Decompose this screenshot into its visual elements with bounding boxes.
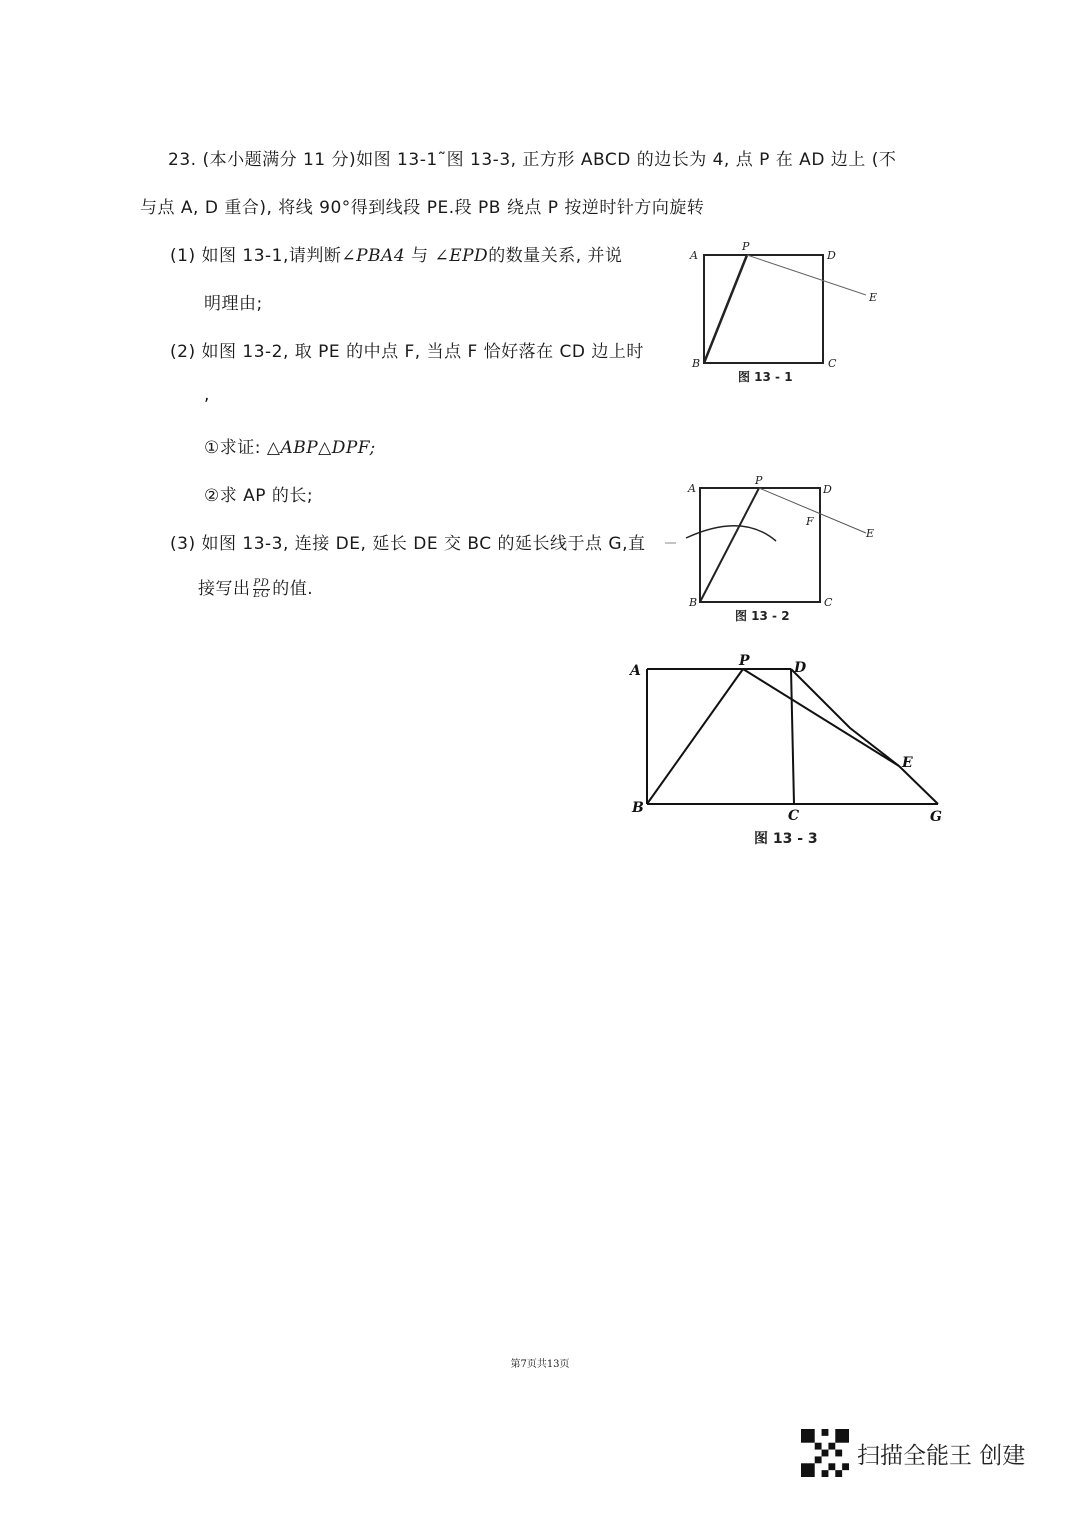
- fig3-label-a: A: [630, 663, 641, 679]
- question-text-1: (本小题满分 11 分)如图 13-1˜图 13-3, 正方形 ABCD 的边长为 4, 点 P 在 AD 边上 (不: [202, 150, 897, 170]
- part2-line-d: ②求 AP 的长;: [204, 486, 314, 506]
- question-line-2: 与点 A, D 重合), 将线 90°得到线段 PE.段 PB 绕点 P 按逆时针方向旋转: [140, 198, 705, 218]
- scanner-watermark: 扫描全能王 创建: [857, 1443, 1026, 1469]
- fig3-label-d: D: [794, 660, 807, 676]
- fig3-caption: 图 13 - 3: [754, 831, 818, 847]
- fig1-label-p: P: [742, 240, 750, 253]
- fig2-label-e: E: [866, 527, 875, 540]
- figure-13-1: [704, 255, 866, 363]
- fig2-caption: 图 13 - 2: [735, 609, 790, 623]
- square-abcd: [704, 255, 823, 363]
- segment-pe: [743, 669, 899, 766]
- part2-line-a: (2) 如图 13-2, 取 PE 的中点 F, 当点 F 恰好落在 CD 边上时: [170, 342, 644, 362]
- fraction-pd-eg: $\frac{PD}{EG}$: [253, 577, 270, 600]
- question-number: 23.: [168, 150, 197, 170]
- fig1-label-b: B: [692, 357, 701, 370]
- fig3-label-g: G: [930, 809, 942, 825]
- segment-pb: [700, 488, 759, 602]
- fig1-label-a: A: [690, 249, 698, 262]
- fig2-label-f: F: [806, 515, 814, 528]
- fig2-label-b: B: [689, 596, 698, 609]
- figure-13-3: [647, 669, 938, 804]
- fig3-label-c: C: [788, 808, 800, 824]
- part2-line-b: ,: [204, 385, 210, 405]
- fig1-label-d: D: [827, 249, 836, 262]
- segment-pe: [747, 255, 866, 295]
- part3-line-b: 接写出 $\frac{PD}{EG}$ 的值.: [198, 577, 314, 600]
- fig1-label-e: E: [869, 291, 878, 304]
- fig3-label-b: B: [632, 800, 644, 816]
- fig3-label-p: P: [739, 653, 750, 669]
- fig1-caption: 图 13 - 1: [738, 370, 793, 384]
- fig1-label-c: C: [828, 357, 837, 370]
- part1-line-a: (1) 如图 13-1,请判断∠PBA4 与 ∠EPD的数量关系, 并说: [170, 246, 623, 266]
- part1-line-b: 明理由;: [204, 294, 263, 314]
- square-abcd: [700, 488, 820, 602]
- figure-13-2: [665, 488, 866, 602]
- fig2-label-p: P: [755, 474, 763, 487]
- segment-dg: [791, 669, 938, 804]
- segment-pb: [647, 669, 743, 804]
- segment-dc: [791, 669, 794, 804]
- fig2-label-d: D: [823, 483, 832, 496]
- fig3-label-e: E: [902, 755, 913, 771]
- qr-code-icon: [801, 1429, 849, 1477]
- part2-line-c: ①求证: △ABP△DPF;: [204, 438, 376, 458]
- fig2-label-a: A: [688, 482, 696, 495]
- segment-pb: [704, 255, 747, 363]
- page-number: 第7页共13页: [510, 1359, 570, 1370]
- part3-line-a: (3) 如图 13-3, 连接 DE, 延长 DE 交 BC 的延长线于点 G,直: [170, 534, 646, 554]
- fig2-label-c: C: [824, 596, 833, 609]
